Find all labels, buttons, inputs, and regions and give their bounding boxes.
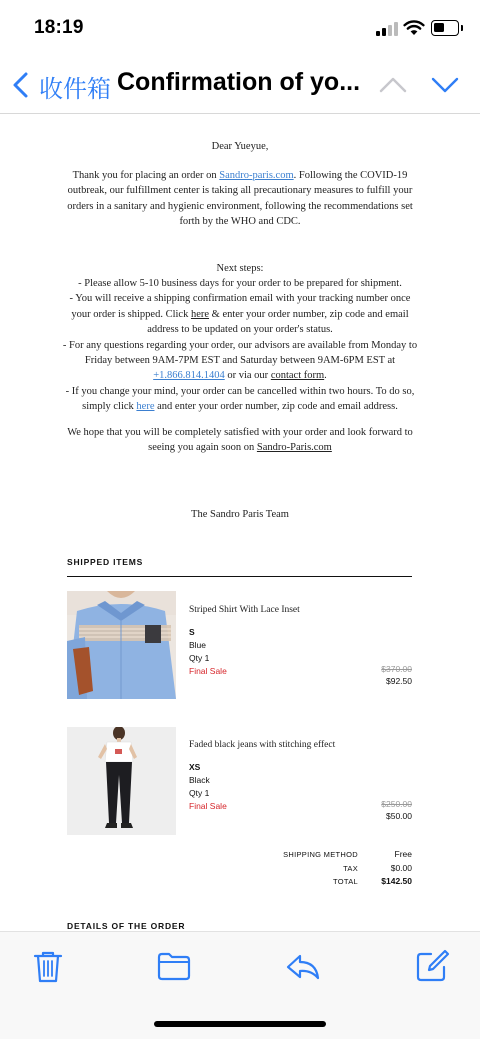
next-steps-title: Next steps: [216,263,264,274]
shipped-items-title: SHIPPED ITEMS [67,557,144,567]
total-label: TOTAL [333,877,358,886]
compose-icon[interactable] [414,948,450,984]
product-details [189,626,227,678]
greeting: Dear Yueyue, [211,141,269,152]
closing-paragraph: We hope that you will be completely satisfied with your order and look forward to seeing you again soon on Sandro-Paris.com [67,427,413,454]
shirt-photo-icon [67,591,176,699]
order-details-title: DETAILS OF THE ORDER [67,921,186,931]
section-divider [67,576,412,577]
contact-form-link[interactable]: contact form [270,370,325,382]
email-body[interactable] [0,115,480,931]
product-image-shirt[interactable] [67,591,176,699]
step-3: - For any questions regarding your order, our advisors are available from Monday to Friday between 9AM-7PM EST and Saturday between 9AM-6PM EST at +1.866.814.1404 or via our contact form. [62,339,418,382]
original-price: $250.00 [381,799,412,809]
sale-price: $92.50 [386,676,412,686]
cellular-signal-icon [376,22,398,36]
previous-message-icon[interactable] [378,73,408,97]
product-color: Black [189,775,210,785]
shipping-method-label: SHIPPING METHOD [283,850,358,859]
product-color: Blue [189,640,207,650]
home-indicator[interactable] [154,1021,326,1027]
original-price: $370.00 [381,664,412,674]
product-name[interactable]: Faded black jeans with stitching effect [189,740,336,750]
sandro-paris-link[interactable]: Sandro-paris.com [219,170,294,181]
total-value: $142.50 [381,876,412,886]
wifi-icon [403,19,425,36]
status-bar [0,0,480,58]
battery-icon [431,20,459,36]
step-1: - Please allow 5-10 business days for your order to be prepared for shipment. [78,278,402,289]
back-chevron-icon[interactable] [10,70,32,100]
product-qty: Qty 1 [189,653,210,663]
final-sale-label: Final Sale [189,666,227,676]
nav-bar [0,58,480,114]
phone-link[interactable]: +1.866.814.1404 [153,370,225,382]
track-order-link[interactable]: here [190,308,210,320]
folder-icon[interactable] [156,948,192,984]
next-steps-list [62,276,418,415]
product-name[interactable]: Striped Shirt With Lace Inset [189,605,300,615]
sandro-paris-home-link[interactable]: Sandro-Paris.com [256,442,332,454]
signature: The Sandro Paris Team [191,509,289,520]
final-sale-label: Final Sale [189,801,227,811]
status-time: 18:19 [34,17,84,38]
product-size: XS [189,762,201,772]
intro-paragraph: Thank you for placing an order on Sandro-paris.com. Following the COVID-19 outbreak, our fulfillment center is taking all precautionary measures to fulfill your orders in a sanitary and hygienic environment, following the recommendations set forth by the WHO and CDC. [67,170,413,228]
sale-price: $50.00 [386,811,412,821]
product-size: S [189,627,195,637]
product-qty: Qty 1 [189,788,210,798]
next-message-icon[interactable] [430,73,460,97]
product-image-jeans[interactable] [67,727,176,835]
tax-label: TAX [343,864,358,873]
trash-icon[interactable] [30,948,66,984]
tax-value: $0.00 [390,863,412,873]
reply-icon[interactable] [285,948,321,984]
step-2: - You will receive a shipping confirmation email with your tracking number once your order is shipped. Click here & enter your order number, zip code and email address to be updated on your order's status. [69,293,411,336]
battery-cap [461,25,463,31]
back-to-inbox-button[interactable]: 收件箱 [39,75,111,103]
product-details [189,761,227,813]
step-4: - If you change your mind, your order can be cancelled within two hours. To do so, simply click here and enter your order number, zip code and email address. [65,385,415,413]
jeans-photo-icon [67,727,176,835]
message-title: Confirmation of yo... [117,68,361,96]
shipping-method-value: Free [394,849,412,859]
cancel-order-link[interactable]: here [136,401,155,413]
